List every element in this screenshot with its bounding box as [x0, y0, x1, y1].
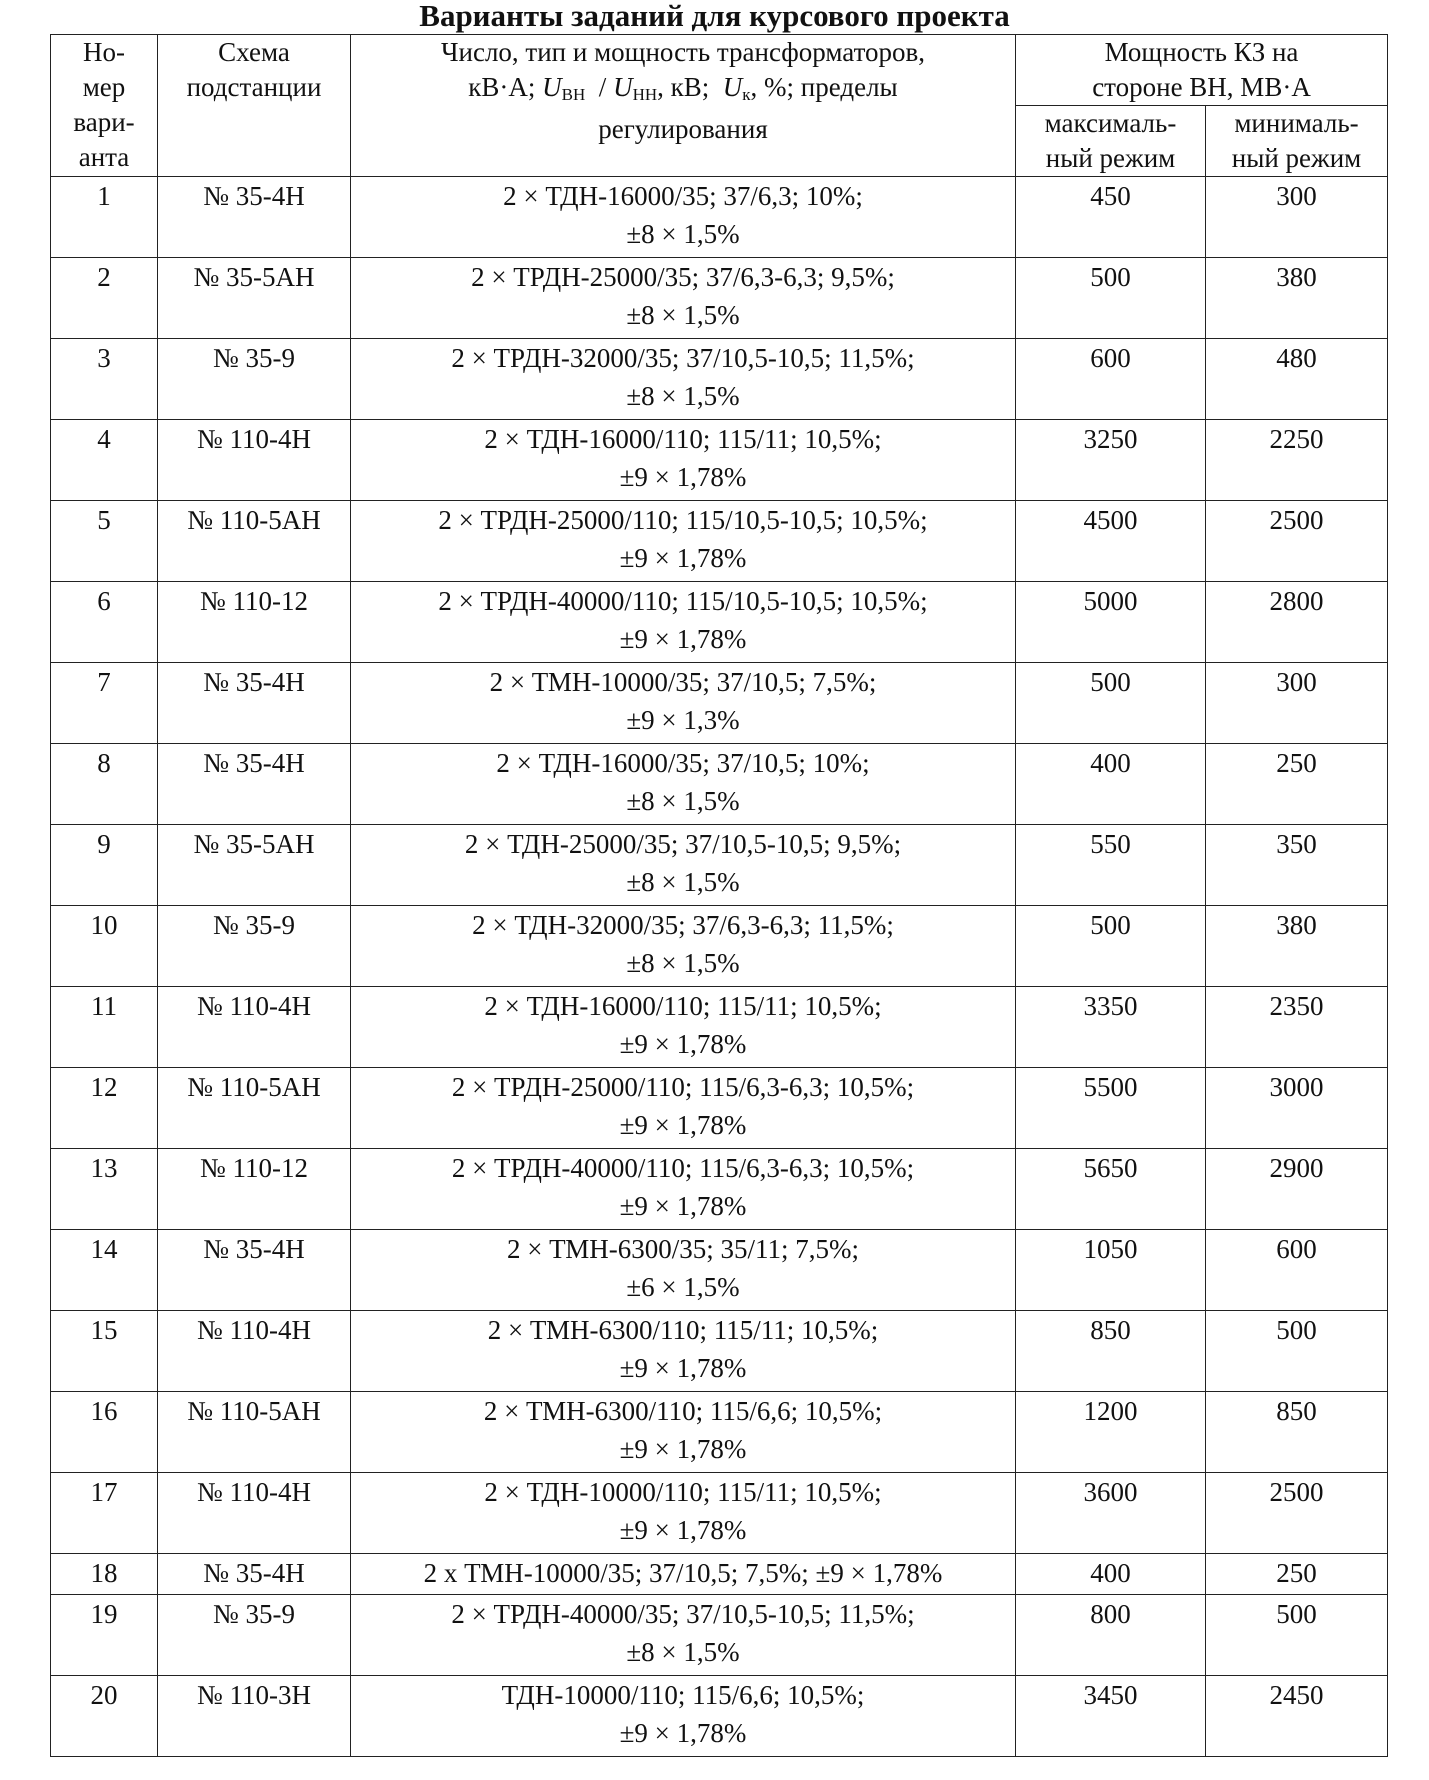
cell-min-mode: 350	[1206, 825, 1388, 906]
table-row	[51, 1554, 1388, 1595]
regulation-range: ±8 × 1,5%	[626, 948, 740, 978]
cell-variant-number: 15	[51, 1311, 158, 1392]
cell-variant-number: 17	[51, 1473, 158, 1554]
regulation-range: ±9 × 1,78%	[619, 1515, 747, 1545]
table-row	[51, 501, 1388, 582]
table-row	[51, 1068, 1388, 1149]
cell-transformers	[351, 1676, 1016, 1757]
table-row	[51, 906, 1388, 987]
table-row	[51, 1392, 1388, 1473]
cell-transformers	[351, 1595, 1016, 1676]
regulation-range: ±9 × 1,78%	[619, 1353, 747, 1383]
table-row	[51, 1473, 1388, 1554]
page-title: Варианты заданий для курсового проекта	[419, 0, 1010, 33]
cell-min-mode: 250	[1206, 1554, 1388, 1595]
regulation-range: ±9 × 1,78%	[619, 462, 747, 492]
cell-min-mode: 2450	[1206, 1676, 1388, 1757]
cell-substation-scheme: № 35-5АН	[158, 258, 351, 339]
cell-substation-scheme: № 110-5АН	[158, 1068, 351, 1149]
cell-max-mode: 5500	[1016, 1068, 1206, 1149]
cell-max-mode: 800	[1016, 1595, 1206, 1676]
cell-variant-number: 19	[51, 1595, 158, 1676]
cell-substation-scheme: № 110-12	[158, 582, 351, 663]
regulation-range: ±8 × 1,5%	[626, 867, 740, 897]
cell-transformers	[351, 420, 1016, 501]
cell-transformers	[351, 744, 1016, 825]
cell-transformers	[351, 1149, 1016, 1230]
transformer-spec: 2 × ТДН-16000/35; 37/10,5; 10%;	[496, 748, 870, 778]
cell-variant-number: 20	[51, 1676, 158, 1757]
cell-substation-scheme: № 110-5АН	[158, 1392, 351, 1473]
table-row	[51, 339, 1388, 420]
cell-transformers	[351, 1473, 1016, 1554]
cell-min-mode: 380	[1206, 906, 1388, 987]
transformer-spec: 2 × ТДН-16000/35; 37/6,3; 10%;	[503, 181, 863, 211]
table-row	[51, 1595, 1388, 1676]
table-row	[51, 1230, 1388, 1311]
cell-max-mode: 450	[1016, 177, 1206, 258]
cell-variant-number: 16	[51, 1392, 158, 1473]
header-substation-scheme: Схема подстанции	[158, 35, 351, 177]
regulation-range: ±8 × 1,5%	[626, 381, 740, 411]
table-row	[51, 582, 1388, 663]
header-max-mode: максималь- ный режим	[1016, 106, 1206, 177]
transformer-spec: 2 × ТДН-25000/35; 37/10,5-10,5; 9,5%;	[464, 829, 902, 859]
cell-substation-scheme: № 110-5АН	[158, 501, 351, 582]
transformer-spec: 2 × ТМН-6300/110; 115/11; 10,5%;	[487, 1315, 879, 1345]
header-short-circuit-power: Мощность КЗ на стороне ВН, МВ·А	[1016, 35, 1388, 106]
cell-max-mode: 400	[1016, 744, 1206, 825]
transformer-spec: 2 × ТРДН-40000/110; 115/10,5-10,5; 10,5%;	[438, 586, 928, 616]
cell-transformers	[351, 663, 1016, 744]
cell-variant-number: 7	[51, 663, 158, 744]
cell-transformers	[351, 1068, 1016, 1149]
cell-variant-number: 2	[51, 258, 158, 339]
cell-substation-scheme: № 35-9	[158, 1595, 351, 1676]
cell-substation-scheme: № 35-4Н	[158, 1554, 351, 1595]
cell-substation-scheme: № 35-4Н	[158, 663, 351, 744]
regulation-range: ±9 × 1,78%	[619, 543, 747, 573]
cell-min-mode: 2900	[1206, 1149, 1388, 1230]
cell-transformers	[351, 177, 1016, 258]
table-body	[51, 177, 1388, 1757]
cell-variant-number: 10	[51, 906, 158, 987]
header-transformers: Число, тип и мощность трансформаторов, кВ·А; $U_{ВН} / U_{НН}$, кВ; $U_к$, %; пределы регулирования	[351, 35, 1016, 177]
cell-substation-scheme: № 110-4Н	[158, 1473, 351, 1554]
cell-min-mode: 480	[1206, 339, 1388, 420]
cell-substation-scheme: № 35-9	[158, 339, 351, 420]
cell-min-mode: 300	[1206, 663, 1388, 744]
cell-max-mode: 550	[1016, 825, 1206, 906]
cell-substation-scheme: № 110-12	[158, 1149, 351, 1230]
cell-transformers	[351, 339, 1016, 420]
cell-transformers	[351, 258, 1016, 339]
transformer-spec: 2 × ТДН-10000/110; 115/11; 10,5%;	[484, 1477, 882, 1507]
cell-variant-number: 14	[51, 1230, 158, 1311]
cell-variant-number: 18	[51, 1554, 158, 1595]
cell-max-mode: 3450	[1016, 1676, 1206, 1757]
cell-min-mode: 3000	[1206, 1068, 1388, 1149]
cell-max-mode: 3250	[1016, 420, 1206, 501]
regulation-range: ±9 × 1,78%	[619, 1110, 747, 1140]
cell-variant-number: 12	[51, 1068, 158, 1149]
cell-substation-scheme: № 35-4Н	[158, 744, 351, 825]
cell-variant-number: 8	[51, 744, 158, 825]
cell-variant-number: 4	[51, 420, 158, 501]
table-row	[51, 825, 1388, 906]
table-row	[51, 1311, 1388, 1392]
cell-variant-number: 6	[51, 582, 158, 663]
table-row	[51, 987, 1388, 1068]
transformer-spec: 2 × ТРДН-32000/35; 37/10,5-10,5; 11,5%;	[451, 343, 915, 373]
table-row	[51, 420, 1388, 501]
cell-substation-scheme: № 35-5АН	[158, 825, 351, 906]
regulation-range: ±9 × 1,78%	[619, 624, 747, 654]
header-variant-number: Но- мер вари- анта	[51, 35, 158, 177]
transformer-spec: 2 × ТРДН-25000/35; 37/6,3-6,3; 9,5%;	[471, 262, 895, 292]
cell-substation-scheme: № 35-4Н	[158, 177, 351, 258]
cell-min-mode: 500	[1206, 1595, 1388, 1676]
cell-max-mode: 600	[1016, 339, 1206, 420]
cell-min-mode: 250	[1206, 744, 1388, 825]
regulation-range: ±9 × 1,3%	[626, 705, 740, 735]
cell-transformers	[351, 1554, 1016, 1595]
cell-variant-number: 3	[51, 339, 158, 420]
transformer-spec: 2 × ТМН-10000/35; 37/10,5; 7,5%;	[489, 667, 877, 697]
regulation-range: ±9 × 1,78%	[619, 1029, 747, 1059]
cell-max-mode: 850	[1016, 1311, 1206, 1392]
transformer-spec: 2 × ТДН-16000/110; 115/11; 10,5%;	[484, 424, 882, 454]
transformer-spec: 2 × ТРДН-40000/110; 115/6,3-6,3; 10,5%;	[451, 1153, 915, 1183]
cell-max-mode: 3600	[1016, 1473, 1206, 1554]
cell-transformers	[351, 987, 1016, 1068]
table-row	[51, 663, 1388, 744]
regulation-range: ±9 × 1,78%	[619, 1434, 747, 1464]
regulation-range: ±8 × 1,5%	[626, 786, 740, 816]
transformer-spec: 2 × ТДН-16000/110; 115/11; 10,5%;	[484, 991, 882, 1021]
cell-max-mode: 500	[1016, 906, 1206, 987]
transformer-spec: 2 × ТРДН-25000/110; 115/6,3-6,3; 10,5%;	[451, 1072, 915, 1102]
cell-max-mode: 4500	[1016, 501, 1206, 582]
table-row	[51, 177, 1388, 258]
cell-variant-number: 11	[51, 987, 158, 1068]
cell-transformers	[351, 1392, 1016, 1473]
cell-max-mode: 1200	[1016, 1392, 1206, 1473]
table-row	[51, 1149, 1388, 1230]
cell-transformers	[351, 501, 1016, 582]
cell-transformers	[351, 1230, 1016, 1311]
transformer-spec: 2 × ТРДН-25000/110; 115/10,5-10,5; 10,5%;	[438, 505, 928, 535]
cell-transformers	[351, 825, 1016, 906]
cell-min-mode: 600	[1206, 1230, 1388, 1311]
table-header	[51, 35, 1388, 177]
cell-min-mode: 2800	[1206, 582, 1388, 663]
transformer-spec: 2 х ТМН-10000/35; 37/10,5; 7,5%; ±9 × 1,78%	[423, 1558, 943, 1588]
cell-variant-number: 5	[51, 501, 158, 582]
cell-substation-scheme: № 110-4Н	[158, 987, 351, 1068]
transformer-spec: 2 × ТМН-6300/35; 35/11; 7,5%;	[506, 1234, 860, 1264]
cell-max-mode: 5000	[1016, 582, 1206, 663]
cell-variant-number: 9	[51, 825, 158, 906]
cell-substation-scheme: № 110-4Н	[158, 1311, 351, 1392]
cell-min-mode: 850	[1206, 1392, 1388, 1473]
regulation-range: ±9 × 1,78%	[619, 1191, 747, 1221]
regulation-range: ±8 × 1,5%	[626, 1637, 740, 1667]
regulation-range: ±6 × 1,5%	[626, 1272, 740, 1302]
cell-substation-scheme: № 35-4Н	[158, 1230, 351, 1311]
cell-variant-number: 1	[51, 177, 158, 258]
cell-min-mode: 2500	[1206, 501, 1388, 582]
cell-max-mode: 400	[1016, 1554, 1206, 1595]
cell-variant-number: 13	[51, 1149, 158, 1230]
regulation-range: ±9 × 1,78%	[619, 1718, 747, 1748]
table-row	[51, 744, 1388, 825]
cell-substation-scheme: № 110-3Н	[158, 1676, 351, 1757]
cell-transformers	[351, 582, 1016, 663]
cell-max-mode: 3350	[1016, 987, 1206, 1068]
cell-max-mode: 500	[1016, 663, 1206, 744]
transformer-spec: 2 × ТРДН-40000/35; 37/10,5-10,5; 11,5%;	[451, 1599, 915, 1629]
cell-max-mode: 500	[1016, 258, 1206, 339]
cell-max-mode: 5650	[1016, 1149, 1206, 1230]
cell-min-mode: 380	[1206, 258, 1388, 339]
cell-max-mode: 1050	[1016, 1230, 1206, 1311]
cell-transformers	[351, 1311, 1016, 1392]
transformer-spec: ТДН-10000/110; 115/6,6; 10,5%;	[501, 1680, 865, 1710]
cell-min-mode: 2250	[1206, 420, 1388, 501]
variants-table	[50, 34, 1388, 1757]
cell-min-mode: 500	[1206, 1311, 1388, 1392]
transformer-spec: 2 × ТМН-6300/110; 115/6,6; 10,5%;	[483, 1396, 883, 1426]
regulation-range: ±8 × 1,5%	[626, 300, 740, 330]
transformer-spec: 2 × ТДН-32000/35; 37/6,3-6,3; 11,5%;	[472, 910, 894, 940]
table-row	[51, 258, 1388, 339]
header-min-mode: минималь- ный режим	[1206, 106, 1388, 177]
regulation-range: ±8 × 1,5%	[626, 219, 740, 249]
cell-substation-scheme: № 110-4Н	[158, 420, 351, 501]
cell-min-mode: 2500	[1206, 1473, 1388, 1554]
cell-min-mode: 300	[1206, 177, 1388, 258]
cell-min-mode: 2350	[1206, 987, 1388, 1068]
cell-substation-scheme: № 35-9	[158, 906, 351, 987]
table-row	[51, 1676, 1388, 1757]
cell-transformers	[351, 906, 1016, 987]
